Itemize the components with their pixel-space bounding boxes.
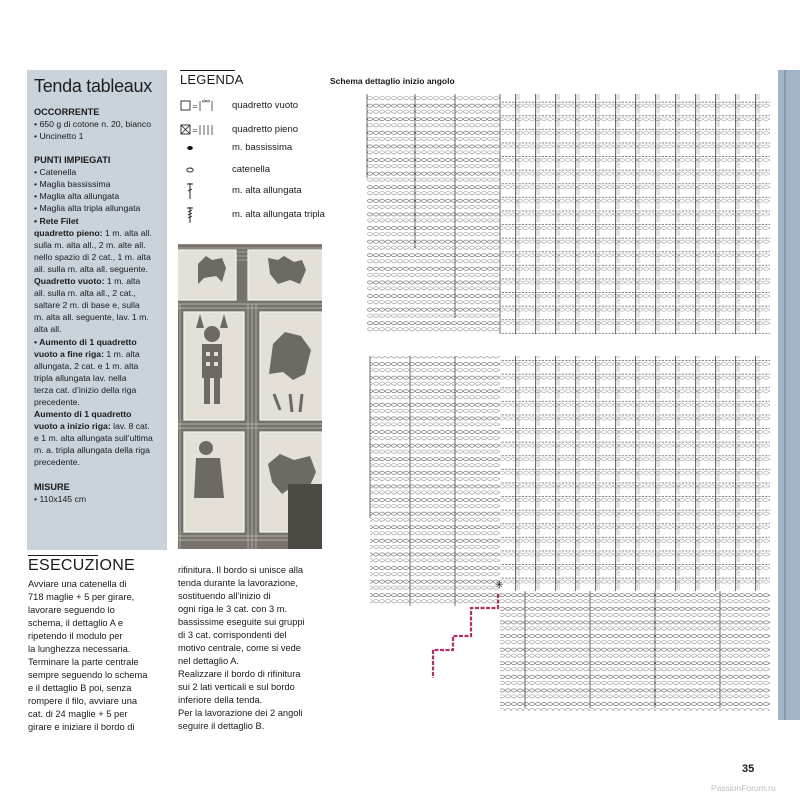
chart-bottom-block (370, 356, 770, 711)
aumento-fine-heading: • Aumento di 1 quadretto (34, 336, 137, 347)
text-line: m. alta all. seguente, lav. 1 m. (34, 312, 149, 323)
text-line: allungata, 2 cat. e 1 m. alta (34, 360, 139, 371)
legend-item (180, 98, 340, 114)
legend-label: catenella (232, 164, 271, 175)
pattern-title: Tenda tableaux (34, 76, 152, 96)
oval-icon (180, 162, 226, 178)
text-line: sempre seguendo lo schema (28, 670, 148, 680)
text-line: precedente. (34, 457, 80, 468)
legend-label: m. alta allungata tripla (232, 209, 325, 220)
quadretto-pieno-desc: quadretto pieno: 1 m. alta all. (34, 227, 152, 238)
chart-title: Schema dettaglio inizio angolo (330, 76, 455, 86)
aumento-inizio-heading: Aumento di 1 quadretto (34, 409, 132, 420)
instructions-column-1 (28, 578, 168, 734)
text-line: m. a. tripla allungata della riga (34, 445, 150, 456)
legend-label: quadretto pieno (232, 124, 299, 135)
chart-top-block (367, 94, 770, 334)
text-line: tripla allungata lav. nella (34, 372, 127, 383)
text-line: bassissime eseguite sui gruppi (178, 617, 305, 627)
watermark: PassionForum.ru (711, 783, 776, 793)
text-line: alta all. (34, 324, 62, 335)
legend-item (180, 162, 340, 178)
misure-value: • 110x145 cm (34, 493, 87, 504)
curtain-photo (178, 244, 322, 549)
text-line: Avviare una catenella di (28, 579, 127, 589)
text-line: e il dettaglio B poi, senza (28, 683, 132, 693)
legend-item (180, 207, 340, 223)
text-line: cat. di 24 maglie + 5 per (28, 709, 128, 719)
text-line: ripetendo il modulo per (28, 631, 123, 641)
filled-square-icon (180, 122, 226, 138)
esecuzione-heading: ESECUZIONE (28, 557, 136, 574)
text-line: Terminare la parte centrale (28, 657, 139, 667)
text-line: rifinitura. Il bordo si unisce alla (178, 565, 304, 575)
stitch-line: • Maglia alta tripla allungata (34, 203, 141, 214)
tall-stitch-icon (180, 183, 226, 199)
legend (180, 70, 330, 220)
info-box (27, 70, 167, 550)
text-line: lavorare seguendo lo (28, 605, 115, 615)
legend-label: m. alta allungata (232, 185, 302, 196)
svg-text:=: = (192, 127, 198, 135)
text-line: Realizzare il bordo di rifinitura (178, 669, 301, 679)
material-line: • Uncinetto 1 (34, 131, 84, 142)
stitch-line: • Maglia bassissima (34, 179, 111, 190)
crochet-chart (355, 88, 775, 728)
text-line: schema, il dettaglio A e (28, 618, 124, 628)
text-line: di 3 cat. corrispondenti del (178, 630, 287, 640)
aumento-fine-desc: vuoto a fine riga: 1 m. alta (34, 348, 140, 359)
stitch-line: • Maglia alta allungata (34, 191, 120, 202)
occorrente-heading: OCCORRENTE (34, 107, 100, 117)
dot-icon (180, 140, 226, 156)
legend-item (180, 122, 340, 138)
text-line: la lunghezza necessaria. (28, 644, 131, 654)
page-number: 35 (742, 763, 755, 775)
svg-text:✳: ✳ (495, 580, 504, 591)
instructions-column-2 (178, 564, 318, 733)
triple-stitch-icon (180, 207, 226, 223)
legend-title: LEGENDA (180, 72, 244, 87)
empty-square-icon (180, 98, 226, 114)
stitch-line: • Rete Filet (34, 215, 79, 226)
text-line: nello spazio di 2 cat., 1 m. alta (34, 251, 151, 262)
text-line: 718 maglie + 5 per girare, (28, 592, 135, 602)
text-line: all. sulla m. alta all., 2 cat., (34, 288, 136, 299)
edge-photo-strip (778, 70, 800, 720)
text-line: precedente. (34, 396, 80, 407)
svg-text:=: = (192, 103, 198, 111)
text-line: e 1 m. alta allungata sull’ultima (34, 433, 153, 444)
text-line: saltare 2 m. di base e, sulla (34, 300, 140, 311)
punti-heading: PUNTI IMPIEGATI (34, 155, 111, 166)
text-line: sulla m. alta all., 2 m. alte all. (34, 239, 146, 250)
misure-heading: MISURE (34, 481, 70, 492)
text-line: rompere il filo, avviare una (28, 696, 138, 706)
legend-label: m. bassissima (232, 142, 293, 153)
text-line: motivo centrale, come si vede (178, 643, 301, 653)
text-line: inferiore della tenda. (178, 695, 263, 705)
stitch-line: • Catenella (34, 167, 77, 178)
text-line: Per la lavorazione dei 2 angoli (178, 708, 303, 718)
text-line: sostituendo all’inizio di (178, 591, 271, 601)
aumento-inizio-desc: vuoto a inizio riga: lav. 8 cat. (34, 421, 150, 432)
text-line: seguire il dettaglio B. (178, 721, 265, 731)
text-line: tenda durante la lavorazione, (178, 578, 298, 588)
text-line: nel dettaglio A. (178, 656, 239, 666)
text-line: sui 2 lati verticali e sul bordo (178, 682, 295, 692)
text-line: girare e iniziare il bordo di (28, 722, 135, 732)
material-line: • 650 g di cotone n. 20, bianco (34, 119, 152, 129)
text-line: terza cat. d’inizio della riga (34, 384, 137, 395)
legend-item (180, 183, 340, 199)
legend-item (180, 140, 340, 156)
legend-label: quadretto vuoto (232, 100, 299, 111)
text-line: all. sulla m. alta all. seguente. (34, 263, 148, 274)
quadretto-vuoto-desc: Quadretto vuoto: 1 m. alta (34, 276, 141, 287)
text-line: ogni riga le 3 cat. con 3 m. (178, 604, 288, 614)
